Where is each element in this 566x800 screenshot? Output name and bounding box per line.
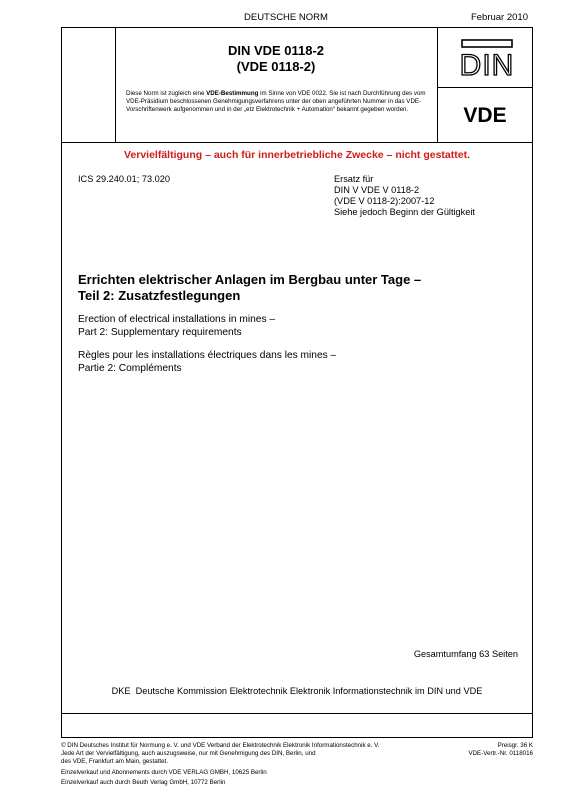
copyright-notice: © DIN Deutsches Institut für Normung e. V. und VDE Verband der Elektrotechnik Elektronik Informationstechnik e. V. Jede Art der Vervielfältigung, auch auszugsweise, nur mit Genehmigung des DIN, Berlin, und des VDE, Frankfurt am Main, gestattet. [61,742,380,765]
ics-code: ICS 29.240.01; 73.020 [78,174,170,184]
replacement-line: DIN V VDE V 0118-2 [334,185,420,195]
title-block-bottom-rule [61,142,533,143]
replacement-line: Ersatz für [334,174,374,184]
vde-order-number: VDE-Vertr.-Nr. 0118016 [468,750,533,757]
svg-text:DIN: DIN [461,49,513,79]
total-pages: Gesamtumfang 63 Seiten [413,649,518,659]
vde-notice: Diese Norm ist zugleich eine VDE-Bestimmung im Sinne von VDE 0022. Sie ist nach Durchführung des vom VDE-Präsidium beschlossenen Genehmigungsverfahrens unter der oben angeführten Nummer in das VDE-Vorschriftenwerk aufgenommen und in der „etz Elektrotechnik + Automation“ bekannt gegeben worden. [126,90,426,114]
title-block-left-divider [115,27,116,142]
reproduction-notice: Vervielfältigung – auch für innerbetriebliche Zwecke – nicht gestattet. [123,149,470,161]
vde-logo [449,103,521,125]
replacement-line: (VDE V 0118-2):2007-12 [334,196,435,206]
german-title: Errichten elektrischer Anlagen im Bergbau unter Tage – Teil 2: Zusatzfestlegungen [78,272,422,303]
page-frame [61,27,533,738]
logo-divider [437,87,533,88]
title-block-right-divider [437,27,438,142]
english-title: Erection of electrical installations in mines – Part 2: Supplementary requirements [78,314,276,338]
committee-line: DKE Deutsche Kommission Elektrotechnik Elektronik Informationstechnik im DIN und VDE [111,686,483,696]
french-title: Règles pour les installations électriques dans les mines – Partie 2: Compléments [78,350,337,374]
vde-classification-number: (VDE 0118-2) [236,59,316,74]
price-group: Preisgr. 36 K [497,742,533,749]
footer-top-rule [61,713,533,714]
replacement-info [334,174,475,218]
sales-info-vde: Einzelverkauf und Abonnements durch VDE VERLAG GMBH, 10625 Berlin [61,769,267,776]
replacement-line: Siehe jedoch Beginn der Gültigkeit [334,207,475,217]
sales-info-beuth: Einzelverkauf auch durch Beuth Verlag GmbH, 10772 Berlin [61,779,226,786]
standard-type: DEUTSCHE NORM [244,12,328,23]
publication-date: Februar 2010 [470,12,528,23]
price-info [468,742,533,758]
din-logo [461,39,513,79]
standard-number: DIN VDE 0118-2 [227,43,325,58]
svg-text:VDE: VDE [463,104,507,125]
